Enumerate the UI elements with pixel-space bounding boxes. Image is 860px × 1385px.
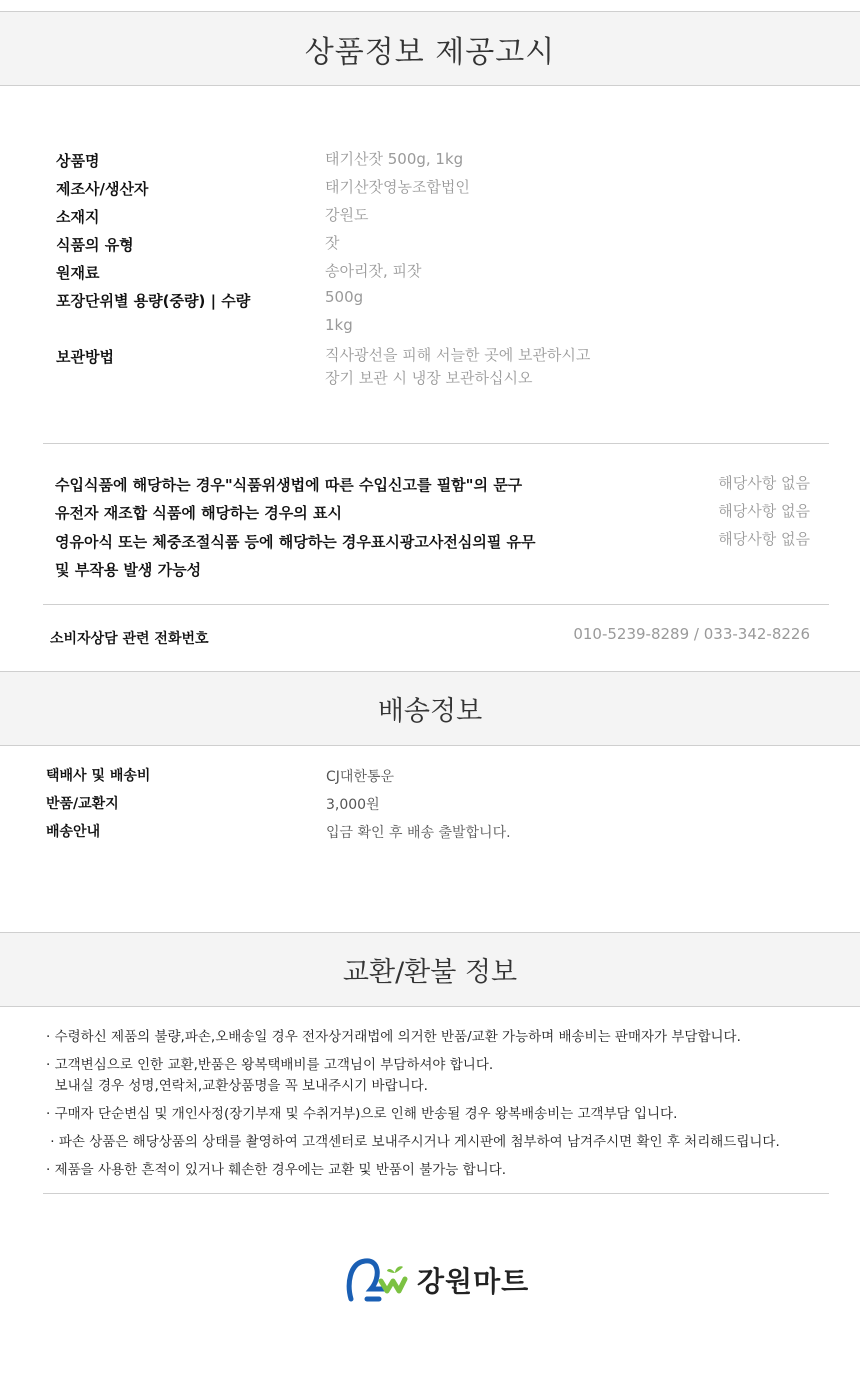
logo-text: 강원마트 bbox=[417, 1265, 530, 1298]
divider bbox=[43, 604, 829, 605]
notice-label: 유전자 재조합 식품에 해당하는 경우의 표시 bbox=[55, 504, 342, 522]
shipping-title: 배송정보 bbox=[377, 696, 483, 727]
notice-label: 및 부작용 발생 가능성 bbox=[55, 561, 202, 579]
row-value: 잣 bbox=[325, 234, 340, 252]
row-value: 강원도 bbox=[325, 206, 369, 224]
refund-note: · 수령하신 제품의 불량,파손,오배송일 경우 전자상거래법에 의거한 반품/교환 가능하며 배송비는 판매자가 부담합니다. bbox=[46, 1029, 741, 1045]
row-label: 소재지 bbox=[56, 208, 100, 226]
notice-label: 영유아식 또는 체중조절식품 등에 해당하는 경우표시광고사전심의필 유무 bbox=[55, 533, 536, 551]
notice-value: 해당사항 없음 bbox=[718, 502, 810, 520]
refund-note: · 고객변심으로 인한 교환,반품은 왕복택배비를 고객님이 부담하셔야 합니다. bbox=[46, 1057, 494, 1073]
notice-value: 해당사항 없음 bbox=[718, 530, 810, 548]
divider bbox=[43, 443, 829, 444]
row-label: 보관방법 bbox=[56, 348, 114, 366]
row-label: 상품명 bbox=[56, 152, 100, 170]
row-value: 태기산잣영농조합법인 bbox=[325, 178, 470, 196]
contact-label: 소비자상담 관련 전화번호 bbox=[50, 631, 209, 647]
shipping-value: 3,000원 bbox=[326, 797, 380, 813]
shipping-value: CJ대한통운 bbox=[326, 769, 395, 785]
refund-note: 보내실 경우 성명,연락처,교환상품명을 꼭 보내주시기 바랍니다. bbox=[46, 1078, 428, 1094]
contact-phone: 010-5239-8289 / 033-342-8226 bbox=[573, 625, 810, 643]
row-value: 직사광선을 피해 서늘한 곳에 보관하시고 bbox=[325, 346, 591, 364]
row-label: 포장단위별 용량(중량) | 수량 bbox=[56, 292, 251, 310]
shipping-header bbox=[0, 671, 860, 746]
shipping-value: 입금 확인 후 배송 출발합니다. bbox=[326, 825, 511, 841]
row-label: 제조사/생산자 bbox=[56, 180, 149, 198]
logo-mark-icon bbox=[345, 1255, 415, 1305]
row-label: 원재료 bbox=[56, 264, 100, 282]
notice-label: 수입식품에 해당하는 경우"식품위생법에 따른 수입신고를 필함"의 문구 bbox=[55, 476, 523, 494]
product-info-title: 상품정보 제공고시 bbox=[304, 34, 556, 70]
refund-header bbox=[0, 932, 860, 1007]
brand-logo bbox=[345, 1255, 529, 1305]
refund-note: · 제품을 사용한 흔적이 있거나 훼손한 경우에는 교환 및 반품이 불가능 합니다. bbox=[46, 1162, 507, 1178]
refund-note: · 파손 상품은 해당상품의 상태를 촬영하여 고객센터로 보내주시거나 게시판에 첨부하여 남겨주시면 확인 후 처리해드립니다. bbox=[46, 1134, 780, 1150]
shipping-label: 배송안내 bbox=[46, 824, 101, 840]
row-value: 송아리잣, 피잣 bbox=[325, 262, 422, 280]
row-value: 태기산잣 500g, 1kg bbox=[325, 150, 464, 168]
row-value: 1kg bbox=[325, 316, 353, 334]
row-value: 장기 보관 시 냉장 보관하십시오 bbox=[325, 369, 533, 387]
row-value: 500g bbox=[325, 288, 364, 306]
shipping-label: 반품/교환지 bbox=[46, 796, 119, 812]
refund-note: · 구매자 단순변심 및 개인사정(장기부재 및 수취거부)으로 인해 반송될 경우 왕복배송비는 고객부담 입니다. bbox=[46, 1106, 678, 1122]
divider bbox=[43, 1193, 829, 1194]
refund-title: 교환/환불 정보 bbox=[342, 957, 518, 988]
row-label: 식품의 유형 bbox=[56, 236, 134, 254]
product-info-header bbox=[0, 11, 860, 86]
shipping-label: 택배사 및 배송비 bbox=[46, 768, 151, 784]
notice-value: 해당사항 없음 bbox=[718, 474, 810, 492]
